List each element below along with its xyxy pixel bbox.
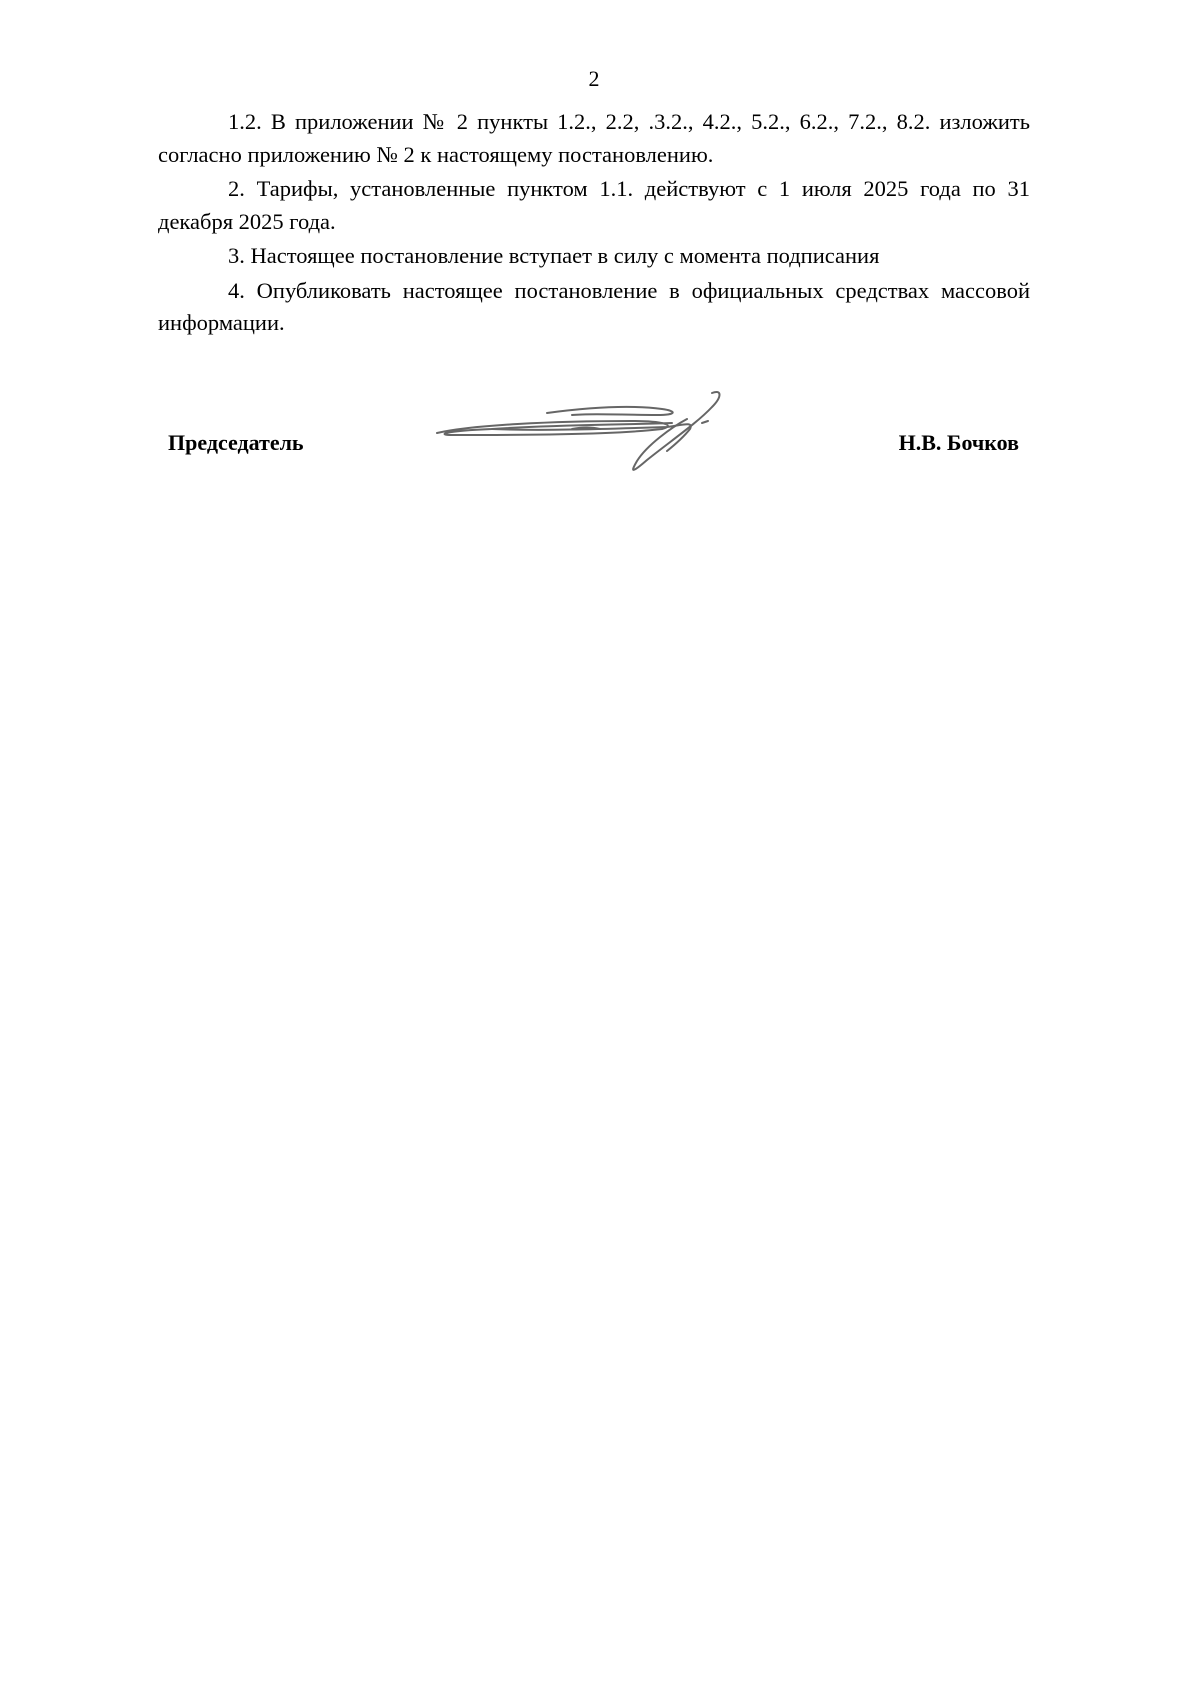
signatory-position: Председатель bbox=[168, 430, 304, 455]
page-number: 2 bbox=[588, 66, 600, 91]
document-body bbox=[158, 106, 1030, 342]
paragraph-3: 3. Настоящее постановление вступает в силу с момента подписания bbox=[228, 243, 880, 268]
signatory-name: Н.В. Бочков bbox=[898, 430, 1019, 455]
paragraph-4: 4. Опубликовать настоящее постановление в официальных средствах массовой информации. bbox=[158, 277, 1030, 335]
paragraph-2: 2. Тарифы, установленные пунктом 1.1. действуют с 1 июля 2025 года по 31 декабря 2025 года. bbox=[158, 176, 1030, 234]
paragraph-1-2: 1.2. В приложении № 2 пункты 1.2., 2.2, .3.2., 4.2., 5.2., 6.2., 7.2., 8.2. изложить согласно приложению № 2 к настоящему постановлению. bbox=[158, 109, 1030, 167]
handwritten-signature bbox=[432, 385, 732, 480]
